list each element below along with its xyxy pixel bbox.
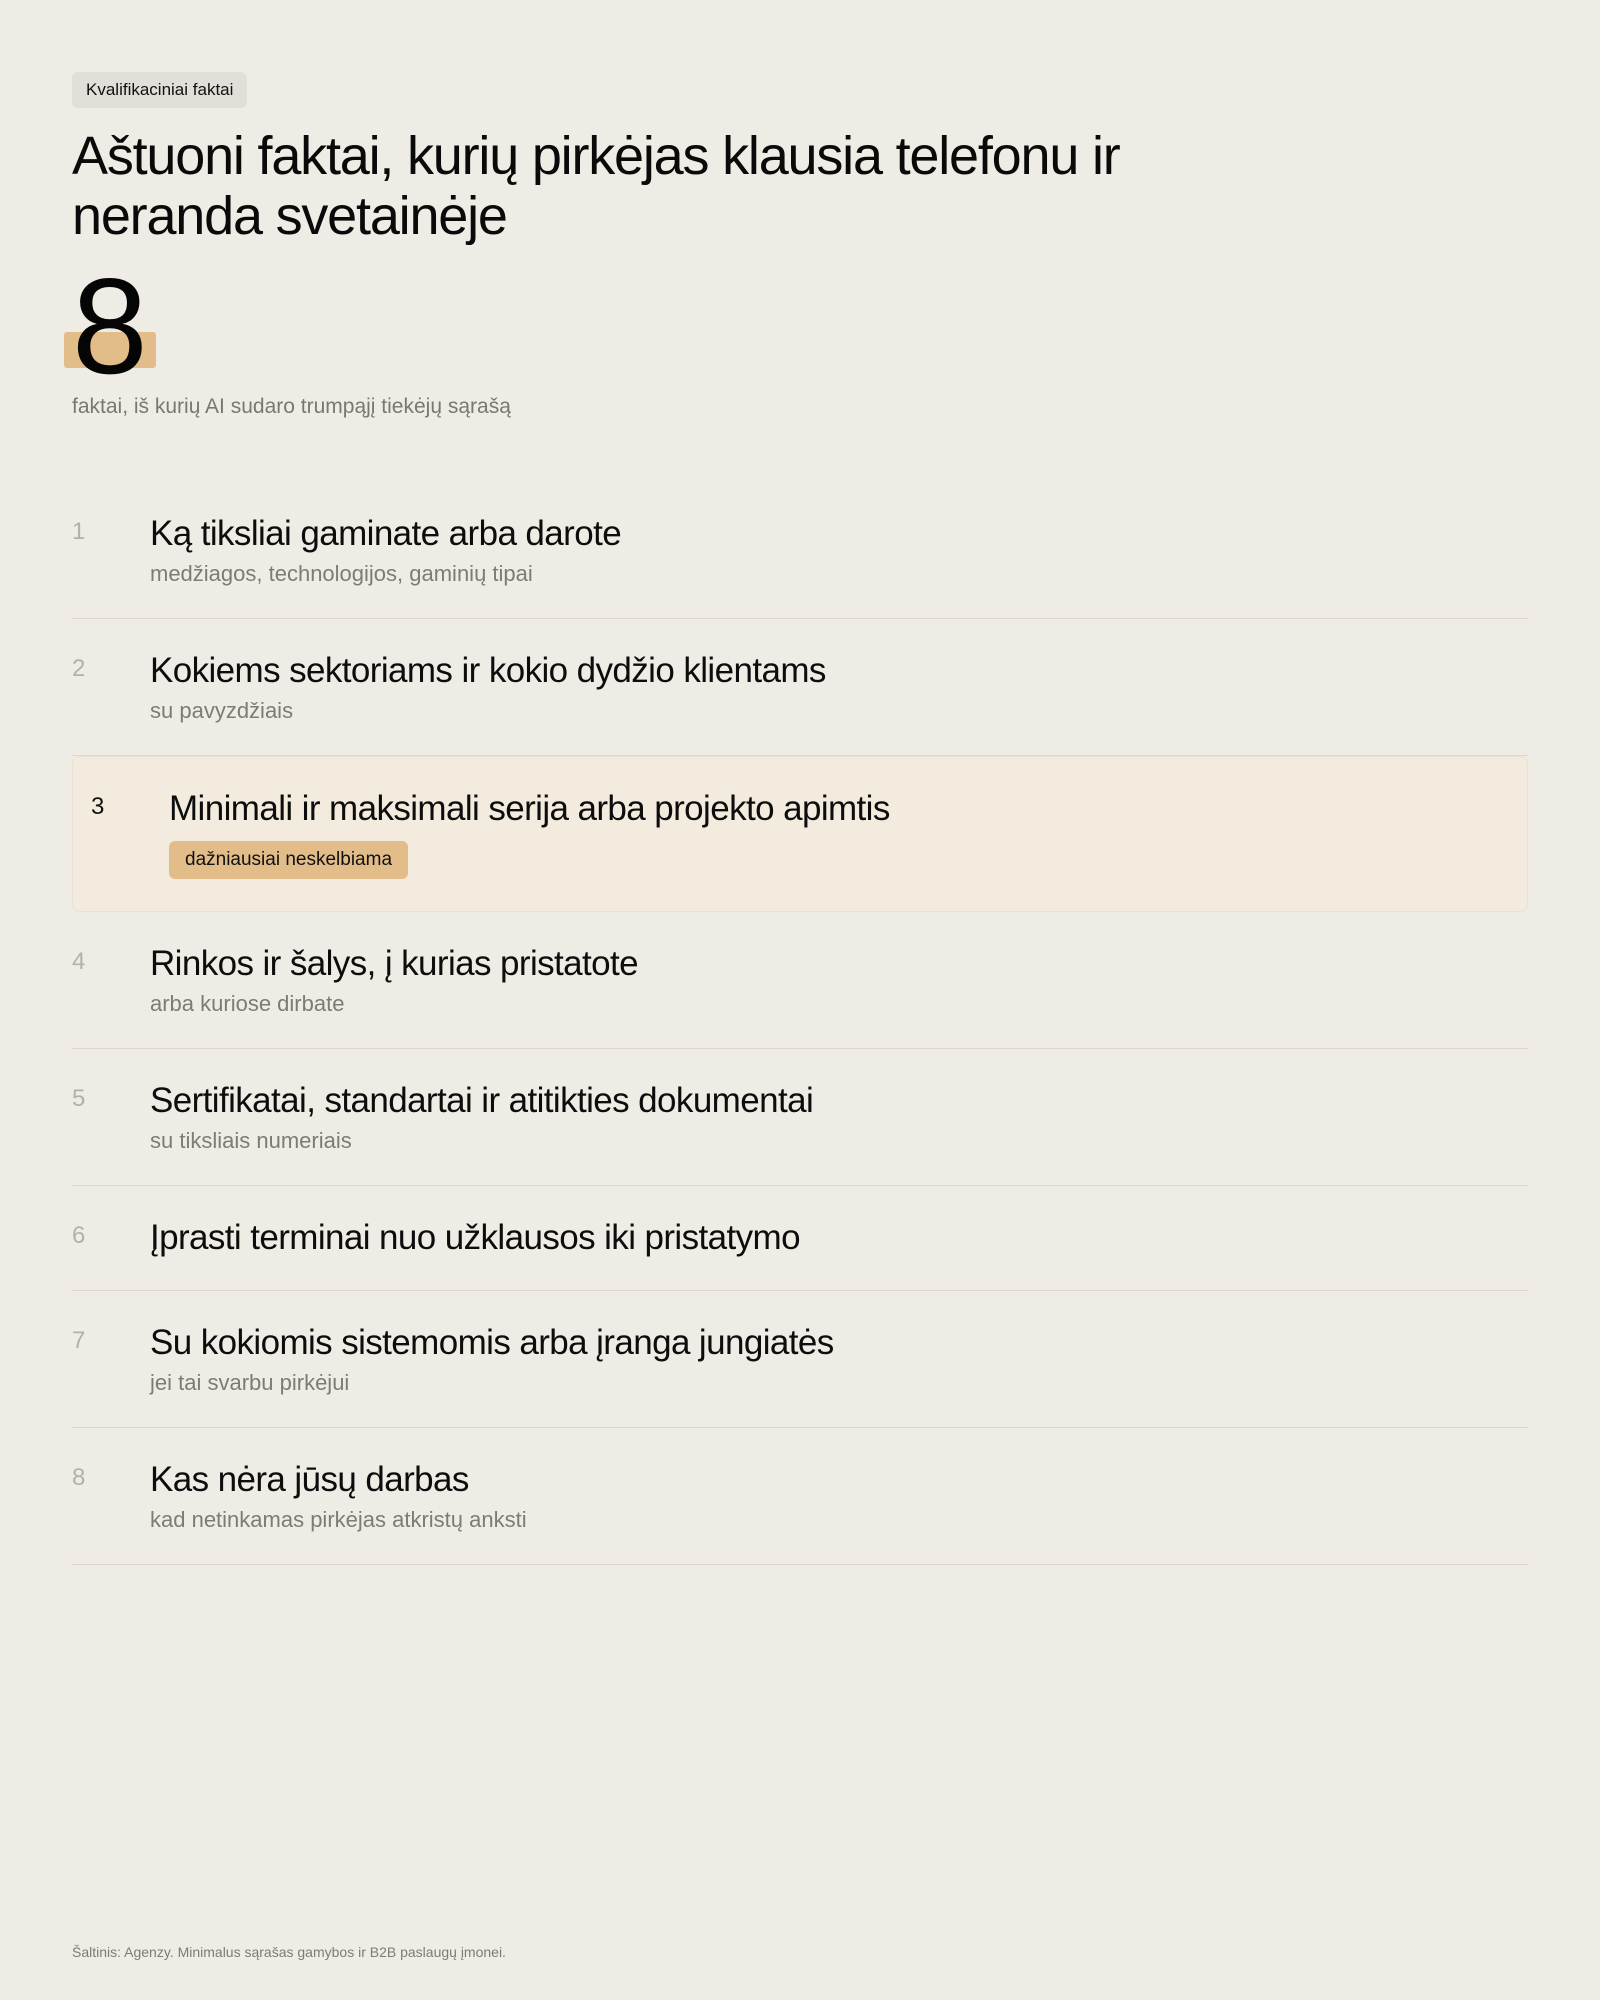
item-title: Sertifikatai, standartai ir atitikties dokumentai bbox=[150, 1081, 814, 1120]
category-label: Kvalifikaciniai faktai bbox=[72, 72, 247, 108]
item-title: Minimali ir maksimali serija arba projekto apimtis bbox=[169, 789, 890, 828]
item-title: Rinkos ir šalys, į kurias pristatote bbox=[150, 944, 639, 983]
item-title: Ką tiksliai gaminate arba darote bbox=[150, 514, 622, 553]
item-number: 7 bbox=[72, 1327, 86, 1354]
stat-value: 8 bbox=[72, 250, 145, 402]
page bbox=[72, 72, 1528, 1565]
item-title: Su kokiomis sistemomis arba įranga jungiatės bbox=[150, 1323, 834, 1362]
item-number: 2 bbox=[72, 655, 86, 682]
list-item-featured bbox=[72, 756, 1528, 912]
list-item bbox=[72, 619, 1528, 756]
item-number: 3 bbox=[91, 793, 105, 820]
item-subtitle: kad netinkamas pirkėjas atkristų anksti bbox=[150, 1507, 527, 1532]
item-subtitle: medžiagos, technologijos, gaminių tipai bbox=[150, 561, 533, 586]
list-item bbox=[72, 1428, 1528, 1565]
list-item bbox=[72, 1186, 1528, 1291]
facts-list bbox=[72, 482, 1528, 1565]
list-item bbox=[72, 1291, 1528, 1428]
item-subtitle: su tiksliais numeriais bbox=[150, 1128, 352, 1153]
item-number: 1 bbox=[72, 518, 86, 545]
item-title: Kas nėra jūsų darbas bbox=[150, 1460, 469, 1499]
list-item bbox=[72, 1049, 1528, 1186]
item-number: 4 bbox=[72, 948, 86, 975]
page-title: Aštuoni faktai, kurių pirkėjas klausia telefonu ir neranda svetainėje bbox=[72, 126, 1120, 246]
list-item bbox=[72, 912, 1528, 1049]
source-note: Šaltinis: Agenzy. Minimalus sąrašas gamybos ir B2B paslaugų įmonei. bbox=[72, 1944, 506, 1960]
item-subtitle: jei tai svarbu pirkėjui bbox=[150, 1370, 350, 1395]
list-item bbox=[72, 482, 1528, 619]
stat-caption: faktai, iš kurių AI sudaro trumpąjį tiekėjų sąrašą bbox=[72, 395, 511, 418]
item-number: 5 bbox=[72, 1085, 86, 1112]
status-badge: dažniausiai neskelbiama bbox=[169, 841, 408, 879]
item-subtitle: su pavyzdžiais bbox=[150, 698, 294, 723]
item-number: 8 bbox=[72, 1464, 86, 1491]
item-subtitle: arba kuriose dirbate bbox=[150, 991, 345, 1016]
item-number: 6 bbox=[72, 1222, 86, 1249]
stat-block bbox=[72, 250, 1528, 402]
item-title: Įprasti terminai nuo užklausos iki pristatymo bbox=[150, 1218, 800, 1257]
item-title: Kokiems sektoriams ir kokio dydžio klientams bbox=[150, 651, 826, 690]
